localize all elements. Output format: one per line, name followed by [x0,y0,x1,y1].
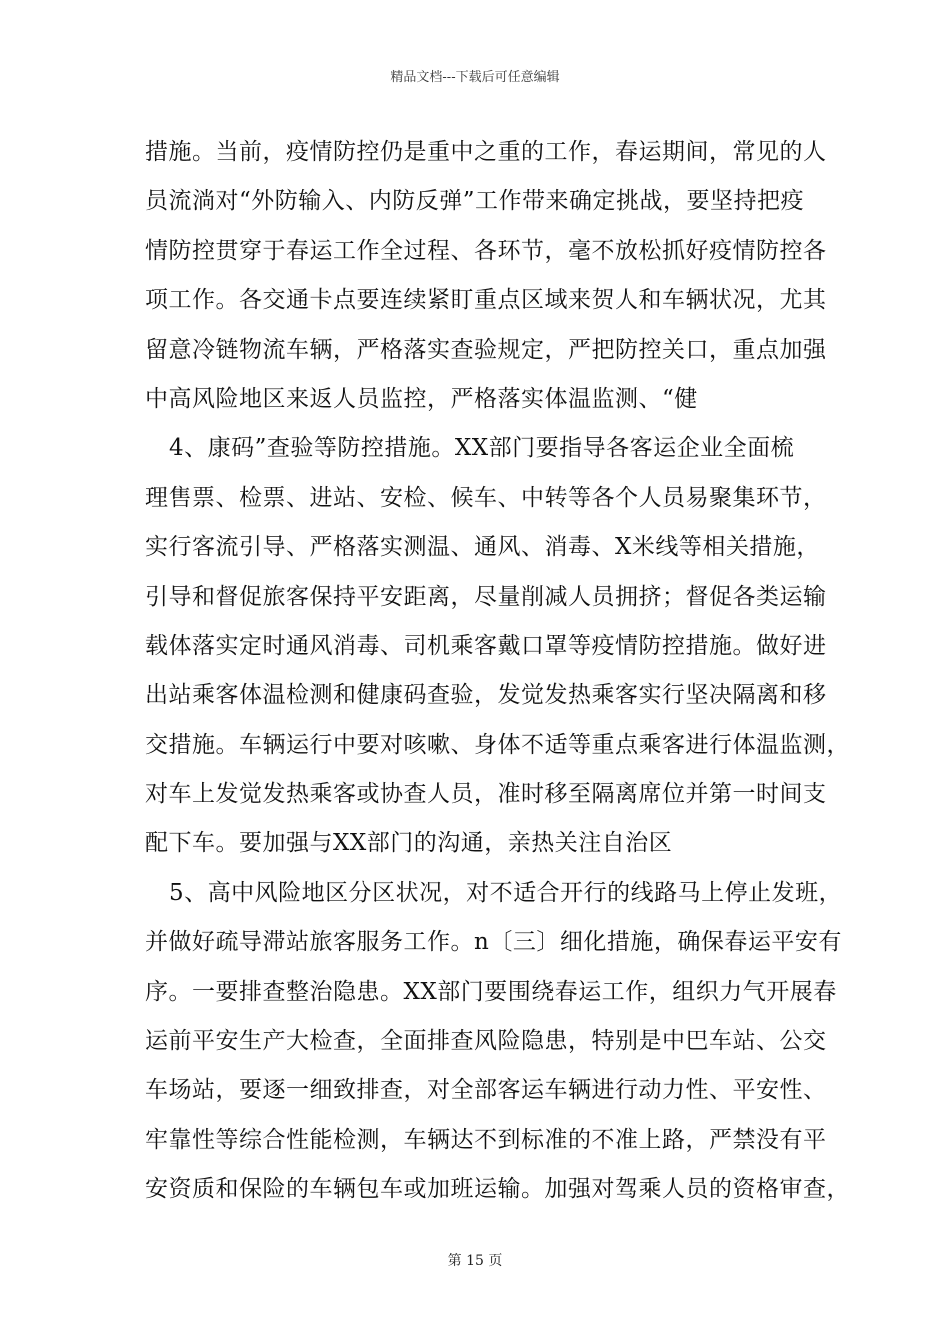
page-header: 精品文档---下载后可任意编辑 [390,70,560,85]
text-line: 措施。当前，疫情防控仍是重中之重的工作，春运期间，常见的人 [145,139,827,165]
text-line: 中高风险地区来返人员监控，严格落实体温监测、“健 [145,385,698,412]
text-line: 交措施。车辆运行中要对咳嗽、身体不适等重点乘客进行体温监测， [145,731,850,758]
text-line: 配下车。要加强与XX部门的沟通，亲热关注自治区 [145,830,673,857]
text-line: 对车上发觉发热乘客或协查人员，准时移至隔离席位并第一时间支 [145,781,827,808]
text-line: 并做好疏导滞站旅客服务工作。n〔三〕细化措施，确保春运平安有 [145,929,842,956]
text-line: 出站乘客体温检测和健康码查验，发觉发热乘客实行坚决隔离和移 [145,682,827,709]
text-line: 留意冷链物流车辆，严格落实查验规定，严把防控关口，重点加强 [145,336,827,363]
text-line: 车场站，要逐一细致排查，对全部客运车辆进行动力性、平安性、 [145,1077,827,1104]
text-line: 安资质和保险的车辆包车或加班运输。加强对驾乘人员的资格审查， [145,1176,850,1203]
text-line: 序。一要排查整治隐患。XX部门要围绕春运工作，组织力气开展春 [145,978,837,1005]
text-line: 4、康码”查验等防控措施。XX部门要指导各客运企业全面梳 [169,435,795,462]
text-line: 5、高中风险地区分区状况，对不适合开行的线路马上停止发班， [169,879,843,906]
text-line: 引导和督促旅客保持平安距离，尽量削减人员拥挤；督促各类运输 [145,583,827,610]
text-line: 项工作。各交通卡点要连续紧盯重点区域来贺人和车辆状况，尤其 [145,287,827,314]
text-line: 牢靠性等综合性能检测，车辆达不到标准的不准上路，严禁没有平 [145,1126,827,1153]
text-line: 员流淌对“外防输入、内防反弹”工作带来确定挑战，要坚持把疫 [145,188,805,215]
text-line: 情防控贯穿于春运工作全过程、各环节，毫不放松抓好疫情防控各 [145,237,827,264]
text-line: 运前平安生产大检查，全面排查风险隐患，特别是中巴车站、公交 [145,1028,827,1055]
document-body [145,128,850,1215]
text-line: 载体落实定时通风消毒、司机乘客戴口罩等疫情防控措施。做好进 [145,632,827,659]
page-number: 第 15 页 [447,1253,503,1269]
text-line: 实行客流引导、严格落实测温、通风、消毒、X米线等相关措施， [145,534,820,561]
text-line: 理售票、检票、进站、安检、候车、中转等各个人员易聚集环节， [145,484,827,511]
